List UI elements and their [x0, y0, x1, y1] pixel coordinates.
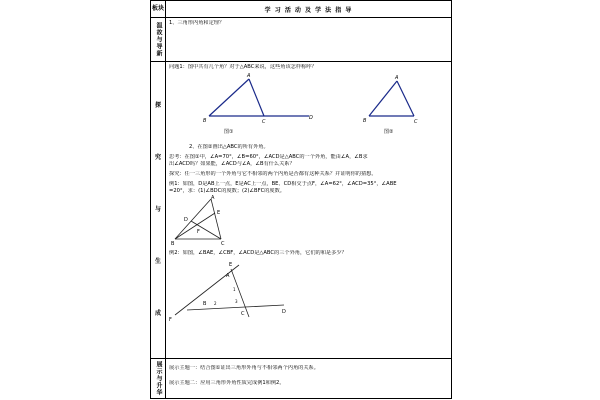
ex2-label-b: B [203, 301, 207, 307]
ex1-label-b: B [171, 241, 175, 245]
problem-2: 2、在图②画出△ABC的所有外角。 [189, 144, 269, 150]
header-section-label [151, 1, 166, 18]
ex2-angle-2: 2 [214, 301, 217, 306]
ex1-line-ac [211, 199, 221, 239]
review-label [151, 18, 166, 62]
review-question: 1、三角形内角和定理？ [169, 20, 225, 26]
fig1-label-d: D [309, 115, 313, 121]
figure-example-1 [169, 195, 229, 245]
fig1-label-c: C [262, 119, 266, 125]
inquiry-text: 探究：任一三角形的一个外角与它不相邻的两个内角是否都有这种关系？并证明你的猜想。 [169, 171, 377, 177]
figures-1-2 [169, 71, 449, 141]
example-1-line-2: =20°，求：(1)∠BDC的度数；(2)∠BFC的度数。 [169, 188, 285, 194]
explore-label [151, 62, 166, 359]
show-content [166, 359, 452, 399]
fig1-caption: 图① [224, 129, 234, 135]
fig2-line-ac [397, 81, 414, 116]
ex1-line-cd [191, 221, 221, 239]
example-2-text: 例2：如图，∠BAE，∠CBF，∠ACD是△ABC的三个外角，它们的和是多少？ [169, 250, 347, 256]
ex2-line-fd [187, 305, 284, 310]
ex2-label-f: F [169, 317, 172, 323]
explore-label-4: 生 [154, 258, 161, 265]
ex2-label-e: E [229, 262, 233, 268]
ex1-label-e: E [217, 210, 221, 216]
ex1-label-f: F [197, 229, 200, 235]
header-title: 学 习 活 动 及 学 法 指 导 [166, 1, 452, 18]
show-label-text: 展示与升华 [155, 361, 162, 396]
show-label [151, 359, 166, 399]
fig2-label-a: A [395, 75, 399, 81]
figure-example-2 [169, 257, 319, 327]
figure-1 [203, 73, 313, 135]
worksheet-table [150, 0, 452, 399]
ex2-angle-3: 3 [235, 299, 238, 304]
fig2-label-c: C [414, 119, 418, 125]
ex2-label-c: C [241, 311, 245, 317]
fig1-line-ac [249, 79, 264, 116]
fig2-line-ba [369, 81, 397, 116]
fig2-caption: 图② [384, 129, 394, 135]
review-content [166, 18, 452, 62]
explore-label-5: 成 [154, 310, 161, 317]
show-topic-1: 展示主题一：结合图①证出三角形外角与不相邻两个内角的关系。 [169, 365, 319, 371]
worksheet [150, 0, 452, 400]
figure-2 [363, 75, 418, 135]
ex2-label-a: A [226, 273, 230, 279]
think-line-2: 出∠ACD吗？如果能，∠ACD与∠A，∠B有什么关系？ [169, 161, 295, 167]
example-1-line-1: 例1：如图，D是AB上一点，E是AC上一点，BE、CD相交于点F，∠A=62°，∠ACD=35°，∠ABE [169, 181, 397, 187]
think-line-1: 思考：在图①中，∠A=70°，∠B=60°，∠ACD是△ABC的一个外角，能由∠A，∠B求 [169, 154, 368, 160]
ex2-angle-1: 1 [233, 287, 236, 292]
problem-1: 问题1：图中共有几个角？对于△ABC来说，这些角该怎样称呼？ [169, 64, 317, 70]
ex1-label-c: C [221, 241, 225, 245]
fig1-line-ba [209, 79, 249, 116]
review-label-text: 温故与导新 [155, 22, 162, 57]
ex1-label-d: D [184, 217, 188, 223]
ex2-label-d: D [282, 309, 286, 315]
explore-content [166, 62, 452, 359]
fig1-label-a: A [247, 73, 251, 79]
header-col1-text: 板块 [151, 5, 164, 12]
ex1-label-a: A [211, 195, 215, 201]
explore-label-1: 探 [154, 102, 161, 109]
ex2-line-ac [231, 269, 249, 317]
explore-label-2: 究 [154, 154, 161, 161]
explore-label-3: 与 [154, 206, 161, 213]
fig2-label-b: B [363, 118, 367, 124]
fig1-label-b: B [203, 118, 207, 124]
show-topic-2: 展示主题二：应用三角形外角性质完成例1和例2。 [169, 380, 285, 386]
